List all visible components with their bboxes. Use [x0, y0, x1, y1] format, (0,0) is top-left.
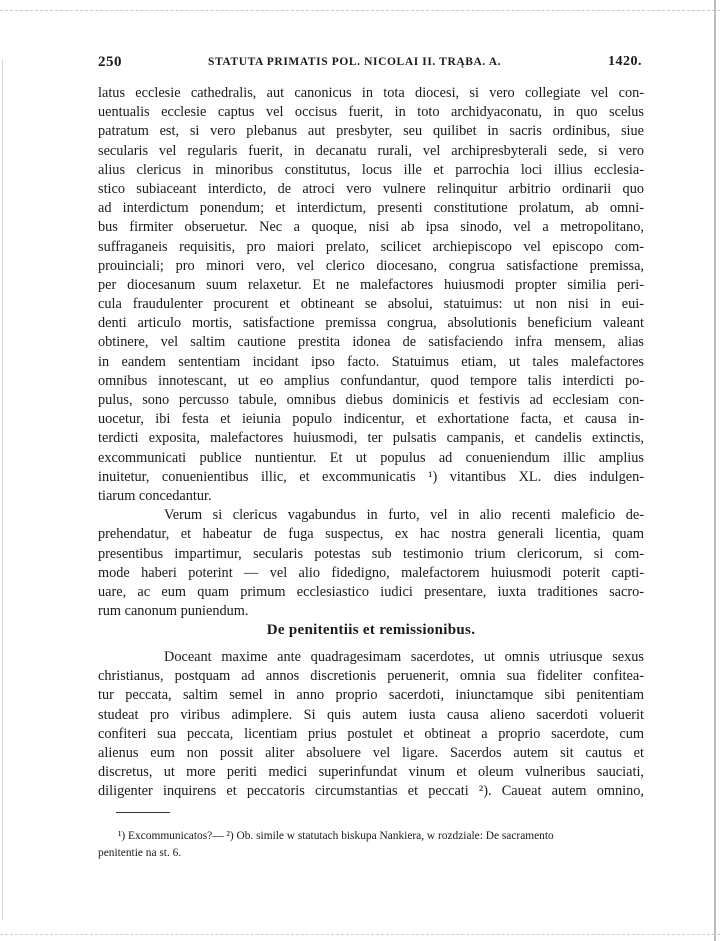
- text-line: inuitetur, conuenientibus illic, et excommunicatis ¹) vitantibus XL. dies indulgen-: [98, 468, 644, 485]
- text-line: latus ecclesie cathedralis, aut canonicus in tota diocesi, si vero collegiate vel con-: [98, 85, 644, 101]
- running-year: 1420.: [608, 54, 642, 69]
- text-line: uocetur, ibi festa et ieiunia populo indicentur, et exhortatione facta, et causa in-: [98, 411, 644, 428]
- text-line: patratum est, si vero plebanus aut presbyter, seu quilibet in sacris ordinibus, siue: [98, 123, 644, 140]
- text-line: obtinere, vel saltim cautione prestita idonea de satisfaciendo infra mensem, alias: [98, 334, 644, 351]
- text-line: tiarum concedantur.: [98, 487, 212, 504]
- text-line: stico subiaceant interdicto, de atroci vero vulnere relinquitur arbitrio ordinarii quo: [98, 180, 644, 197]
- text-line: discretus, ut more periti medici superinfundat vinum et oleum vulneribus sauciati,: [98, 764, 644, 781]
- text-line: cula fraudulenter procurent et obtineant se absolui, statuimus: ut non nisi in eui-: [98, 296, 644, 313]
- text-line: per diocesanum suum relaxetur. Et ne malefactores huiusmodi propter similia peri-: [98, 276, 644, 293]
- text-line: prehendatur, et habeatur de fuga suspectus, ex hac nostra generali licentia, quam: [98, 526, 644, 543]
- text-line: Doceant maxime ante quadragesimam sacerdotes, ut omnis utriusque sexus: [164, 649, 644, 665]
- text-line: confiteri sua peccata, licentiam prius postulet et obtineat a proprio sacerdote, cum: [98, 725, 644, 742]
- text-line: studeat pro viribus adimplere. Si quis autem iusta causa alieno sacerdoti voluerit: [98, 706, 644, 723]
- text-line: pulus, sono percusso tabule, omnibus diebus dominicis et festivis ad ecclesiam con-: [98, 392, 644, 408]
- text-line: omnibus innotescant, ut eo amplius confundantur, quod tempore talis interdicti po-: [98, 372, 644, 389]
- text-line: prouinciali; pro minori vero, vel clerico diocesano, congrua satisfactione premissa,: [98, 257, 644, 274]
- text-line: Verum si clericus vagabundus in furto, vel in alio recenti maleficio de-: [164, 507, 644, 524]
- running-title: STATUTA PRIMATIS POL. NICOLAI II. TRĄBA. A.: [208, 56, 502, 68]
- paragraph-3: [98, 648, 644, 802]
- main-text: [98, 84, 644, 621]
- text-line: christianus, postquam ad annos discretionis peruenerit, omnia sua fideliter confitea-: [98, 668, 644, 685]
- scan-edge-top: [0, 0, 720, 11]
- paragraph-1: [98, 84, 644, 506]
- page-number: 250: [98, 54, 122, 70]
- paragraph-2: [98, 506, 644, 621]
- text-line: uentualis ecclesie captus vel occisus fuerit, in toto archidyaconatu, in quo scelus: [98, 104, 644, 121]
- scan-edge-left: [2, 60, 3, 920]
- running-head: [98, 54, 646, 74]
- section-text: [98, 648, 644, 802]
- text-line: alius clericus in minoribus constitutus, locus ille et parrochia loci illius ecclesia-: [98, 161, 644, 178]
- text-line: diligenter inquirens et peccatoris circumstantias et peccati ²). Caueat autem omnino,: [98, 783, 644, 800]
- section-heading: De penitentiis et remissionibus.: [266, 622, 476, 638]
- text-line: terdicti exposita, malefactores huiusmodi, ter pulsatis campanis, et candelis extinctis,: [98, 430, 644, 447]
- text-line: secularis vel regularis fuerit, in decanatu rurali, vel archipresbyterali sede, si vero: [98, 142, 644, 159]
- text-line: alienus eum non possit aliter absoluere vel ligare. Sacerdos autem sit cautus et: [98, 744, 644, 761]
- text-line: ad interdictum ponendum; et interdictum, presenti constitutione prolatum, ab omni-: [98, 200, 644, 217]
- text-line: rum canonum puniendum.: [98, 603, 249, 620]
- scan-edge-right: [714, 0, 716, 941]
- text-line: in eandem sententiam incidant ipso facto. Statuimus etiam, ut tales malefactores: [98, 353, 644, 370]
- footnote-line: ¹) Excommunicatos?— ²) Ob. simile w statutach biskupa Nankiera, w rozdziale: De sacramento: [118, 830, 554, 842]
- footnote-rule: [116, 812, 170, 813]
- text-line: excommunicati publice nuntientur. Et ut populus ad conueniendum illic amplius: [98, 449, 644, 466]
- text-line: uare, ac eum quam primum ecclesiastico iudici presentare, iuxta traditiones sacro-: [98, 583, 644, 600]
- text-line: tur peccata, saltim semel in anno proprio sacerdoti, iniunctamque sibi penitentiam: [98, 687, 644, 704]
- text-line: mode haberi poterint — vel alio fidedigno, malefactorem huiusmodi poterit capti-: [98, 564, 644, 581]
- text-line: presentibus impartimur, secularis potestas sub testimonio trium clericorum, si com-: [98, 545, 644, 562]
- text-line: suffraganeis requisitis, pro maiori prelato, scilicet archiepiscopo vel episcopo com-: [98, 238, 644, 255]
- footnotes: [98, 828, 644, 862]
- text-line: bus firmiter obseruetur. Nec a quoque, nisi ab ipsa sinodo, vel a metropolitano,: [98, 219, 644, 236]
- footnote-line: penitentie na st. 6.: [98, 847, 182, 859]
- scan-edge-bottom: [0, 933, 720, 935]
- text-line: denti articulo mortis, satisfactione premissa congrua, absolutionis beneficium valeant: [98, 315, 644, 332]
